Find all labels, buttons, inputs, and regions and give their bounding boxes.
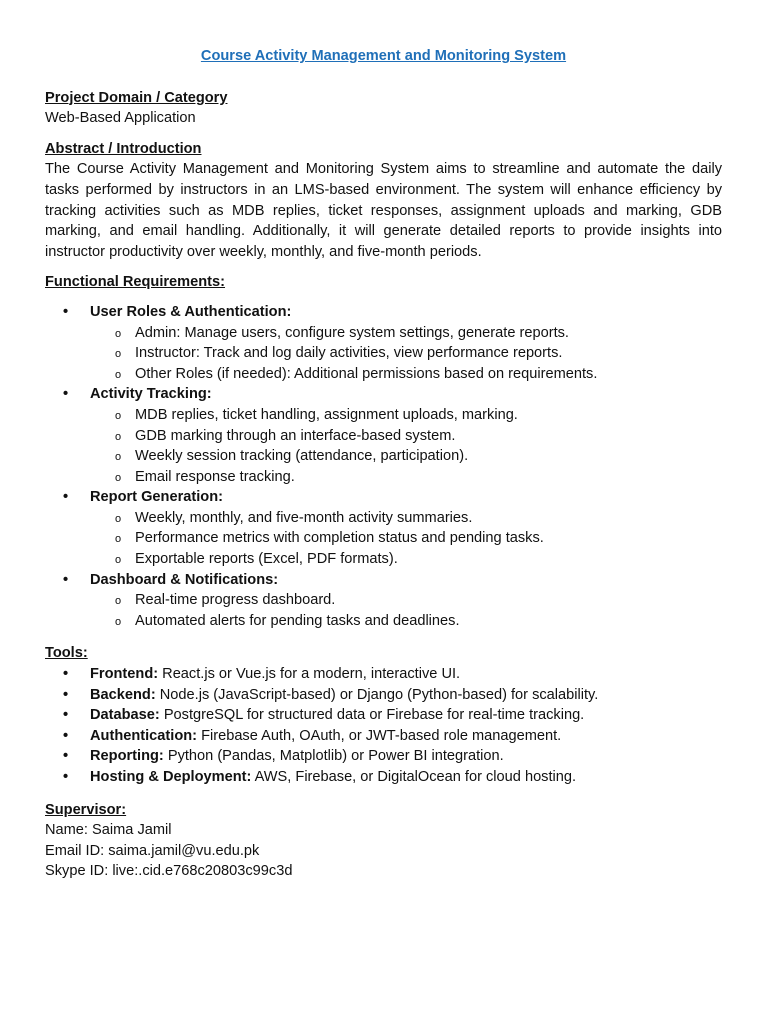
circle-bullet-icon: o <box>115 512 122 525</box>
requirement-subitem: o Exportable reports (Excel, PDF formats). <box>90 549 722 570</box>
circle-bullet-icon: o <box>115 554 122 567</box>
circle-bullet-icon: o <box>115 409 122 422</box>
circle-bullet-icon: o <box>115 595 122 608</box>
requirement-item <box>45 302 722 384</box>
requirement-item <box>45 487 722 569</box>
functional-requirements-heading: Functional Requirements: <box>45 274 226 291</box>
abstract-heading: Abstract / Introduction <box>45 140 202 157</box>
bullet-icon: • <box>63 769 69 785</box>
requirement-subitem: o Weekly session tracking (attendance, participation). <box>90 446 722 467</box>
tool-label: Frontend: <box>90 666 159 683</box>
tool-item <box>45 726 722 747</box>
circle-bullet-icon: o <box>115 471 122 484</box>
tool-item <box>45 746 722 767</box>
requirement-subitem: o Email response tracking. <box>90 467 722 488</box>
requirement-title: Activity Tracking: <box>90 386 212 403</box>
requirement-subitem: o GDB marking through an interface-based system. <box>90 426 722 447</box>
requirement-title: User Roles & Authentication: <box>90 303 292 320</box>
bullet-icon: • <box>63 386 69 403</box>
document-page <box>45 44 722 882</box>
tool-label: Database: <box>90 707 160 724</box>
supervisor-email: Email ID: saima.jamil@vu.edu.pk <box>45 842 260 859</box>
tool-text: React.js or Vue.js for a modern, interactive UI. <box>158 666 461 683</box>
requirement-subitem: o Admin: Manage users, configure system settings, generate reports. <box>90 323 722 344</box>
supervisor-heading: Supervisor: <box>45 801 127 818</box>
tool-item <box>45 685 722 706</box>
circle-bullet-icon: o <box>115 368 122 381</box>
requirement-sublist <box>90 590 722 631</box>
requirement-title: Dashboard & Notifications: <box>90 571 279 588</box>
circle-bullet-icon: o <box>115 348 122 361</box>
circle-bullet-icon: o <box>115 327 122 340</box>
requirement-subitem: o Performance metrics with completion status and pending tasks. <box>90 528 722 549</box>
bullet-icon: • <box>63 489 69 506</box>
bullet-icon: • <box>63 666 69 683</box>
supervisor-name: Name: Saima Jamil <box>45 822 172 839</box>
requirement-subitem: o Automated alerts for pending tasks and deadlines. <box>90 611 722 632</box>
functional-requirements-list <box>45 302 722 632</box>
requirement-sublist <box>90 405 722 487</box>
requirement-subitem: o MDB replies, ticket handling, assignment uploads, marking. <box>90 405 722 426</box>
circle-bullet-icon: o <box>115 533 122 546</box>
requirement-subitem: o Real-time progress dashboard. <box>90 590 722 611</box>
requirement-item <box>45 384 722 487</box>
tool-text: Node.js (JavaScript-based) or Django (Python-based) for scalability. <box>155 686 599 703</box>
bullet-icon: • <box>63 303 69 320</box>
requirement-subitem: o Other Roles (if needed): Additional permissions based on requirements. <box>90 364 722 385</box>
tool-label: Reporting: <box>90 748 164 765</box>
circle-bullet-icon: o <box>115 451 122 464</box>
tool-text: Python (Pandas, Matplotlib) or Power BI integration. <box>163 748 504 765</box>
document-title: Course Activity Management and Monitoring System <box>200 48 567 64</box>
bullet-icon: • <box>63 686 69 703</box>
project-domain-value: Web-Based Application <box>45 110 196 127</box>
bullet-icon: • <box>63 748 69 765</box>
tool-text: AWS, Firebase, or DigitalOcean for cloud hosting. <box>251 769 577 785</box>
tools-section <box>45 643 722 787</box>
bullet-icon: • <box>63 707 69 724</box>
requirement-sublist <box>90 323 722 385</box>
tools-heading: Tools: <box>45 645 88 662</box>
tool-text: PostgreSQL for structured data or Firebase for real-time tracking. <box>159 707 585 724</box>
supervisor-skype: Skype ID: live:.cid.e768c20803c99c3d <box>45 863 293 880</box>
circle-bullet-icon: o <box>115 615 122 628</box>
bullet-icon: • <box>63 727 69 744</box>
tool-text: Firebase Auth, OAuth, or JWT-based role management. <box>197 727 562 744</box>
requirement-item <box>45 570 722 632</box>
project-domain-heading: Project Domain / Category <box>45 89 228 106</box>
requirement-subitem: o Weekly, monthly, and five-month activity summaries. <box>90 508 722 529</box>
requirement-sublist <box>90 508 722 570</box>
requirement-title: Report Generation: <box>90 489 223 506</box>
requirement-subitem: o Instructor: Track and log daily activities, view performance reports. <box>90 343 722 364</box>
tool-item <box>45 705 722 726</box>
tool-label: Hosting & Deployment: <box>90 769 252 785</box>
circle-bullet-icon: o <box>115 430 122 443</box>
tools-list <box>45 664 722 788</box>
bullet-icon: • <box>63 571 69 588</box>
tool-item <box>45 664 722 685</box>
abstract-text: The Course Activity Management and Monitoring System aims to streamline and automate the daily tasks performed by instructors in an LMS-based environment. The system will enhance efficiency by tracking activities such as MDB replies, ticket responses, assignment uploads and marking, GDB marking, and email handling. Additionally, it will generate detailed reports to provide insights into instructor productivity over weekly, monthly, and five-month periods. <box>45 161 722 260</box>
tool-label: Backend: <box>90 686 156 703</box>
tool-label: Authentication: <box>90 727 198 744</box>
tool-item <box>45 767 722 788</box>
